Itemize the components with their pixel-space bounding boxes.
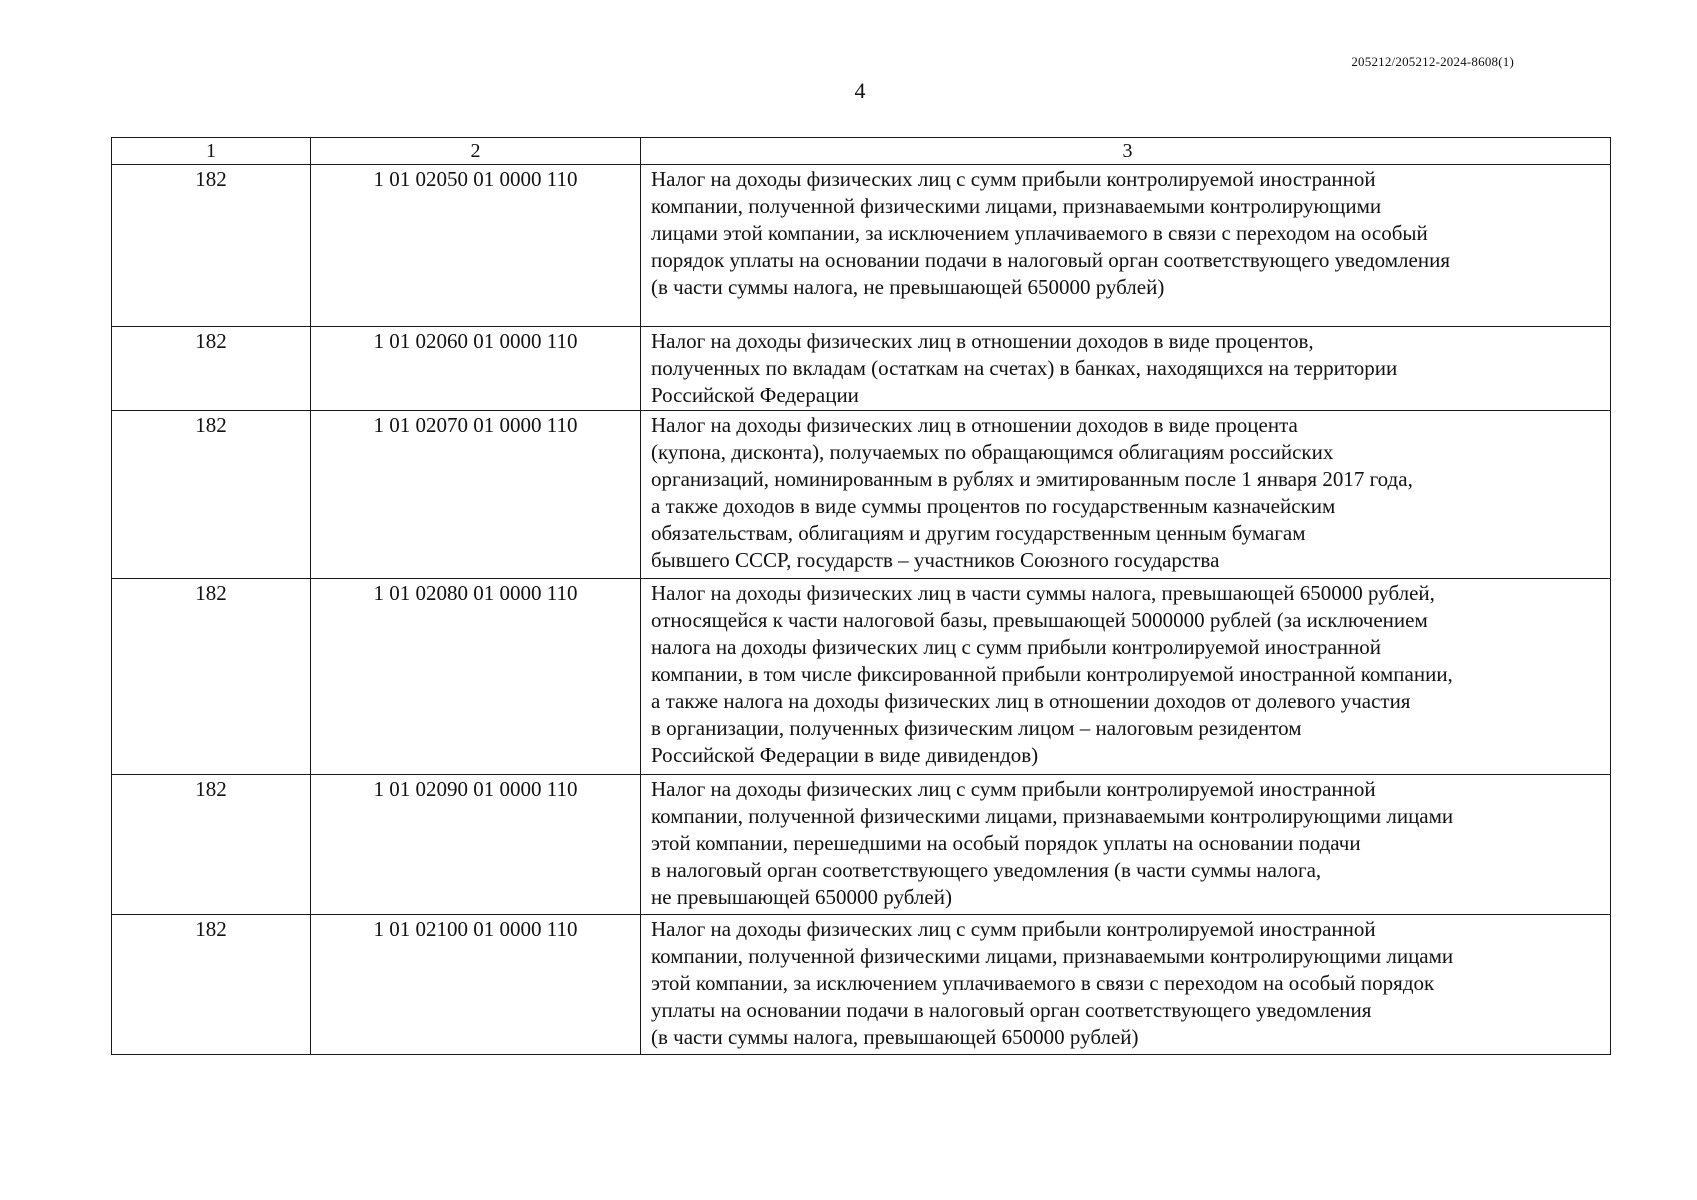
income-name-cell	[641, 915, 1611, 1055]
budget-classification-code: 1 01 02080 01 0000 110	[373, 581, 578, 605]
income-name-cell	[641, 579, 1611, 775]
header-cell-2: 2	[311, 138, 641, 165]
income-name-cell	[641, 775, 1611, 915]
admin-code: 182	[195, 413, 227, 437]
table-row	[112, 411, 1611, 579]
income-name: Налог на доходы физических лиц с сумм прибыли контролируемой иностранной компании, полученной физическими лицами, признаваемыми контролирующими лицами этой компании, за исключением уплачиваемого в связи с переходом на особый порядок уплаты на основании подачи в налоговый орган соответствующего уведомления (в части суммы налога, не превышающей 650000 рублей)	[651, 167, 1450, 299]
budget-classification-code: 1 01 02050 01 0000 110	[373, 167, 578, 191]
admin-code: 182	[195, 167, 227, 191]
table-header-row	[112, 138, 1611, 165]
budget-classification-code: 1 01 02060 01 0000 110	[373, 329, 578, 353]
table-row	[112, 775, 1611, 915]
admin-code: 182	[195, 777, 227, 801]
bcc-cell	[311, 775, 641, 915]
admin-code-cell	[112, 327, 311, 411]
table-row	[112, 579, 1611, 775]
admin-code-cell	[112, 165, 311, 327]
bcc-cell	[311, 411, 641, 579]
income-name: Налог на доходы физических лиц в части суммы налога, превышающей 650000 рублей, относящейся к части налоговой базы, превышающей 5000000 рублей (за исключением налога на доходы физических лиц с сумм прибыли контролируемой иностранной компании, в том числе фиксированной прибыли контролируемой иностранной компании, а также налога на доходы физических лиц в отношении доходов от долевого участия в организации, полученных физическим лицом – налоговым резидентом Российской Федерации в виде дивидендов)	[651, 581, 1453, 767]
table-row	[112, 915, 1611, 1055]
budget-classification-code: 1 01 02070 01 0000 110	[373, 413, 578, 437]
admin-code-cell	[112, 411, 311, 579]
admin-code-cell	[112, 579, 311, 775]
table-row	[112, 327, 1611, 411]
bcc-cell	[311, 165, 641, 327]
document-id: 205212/205212-2024-8608(1)	[1351, 54, 1514, 69]
admin-code-cell	[112, 915, 311, 1055]
bcc-cell	[311, 327, 641, 411]
income-name: Налог на доходы физических лиц в отношении доходов в виде процента (купона, дисконта), получаемых по обращающимся облигациям российских организаций, номинированным в рублях и эмитированным после 1 января 2017 года, а также доходов в виде суммы процентов по государственным казначейским обязательствам, облигациям и другим государственным ценным бумагам бывшего СССР, государств – участников Союзного государства	[651, 413, 1413, 572]
income-name-cell	[641, 327, 1611, 411]
income-name: Налог на доходы физических лиц с сумм прибыли контролируемой иностранной компании, полученной физическими лицами, признаваемыми контролирующими лицами этой компании, за исключением уплачиваемого в связи с переходом на особый порядок уплаты на основании подачи в налоговый орган соответствующего уведомления (в части суммы налога, превышающей 650000 рублей)	[651, 917, 1454, 1049]
table-row	[112, 165, 1611, 327]
admin-code: 182	[195, 329, 227, 353]
budget-classification-code: 1 01 02100 01 0000 110	[373, 917, 578, 941]
bcc-cell	[311, 915, 641, 1055]
header-cell-1: 1	[112, 138, 311, 165]
header-cell-3: 3	[641, 138, 1611, 165]
budget-classification-code: 1 01 02090 01 0000 110	[373, 777, 578, 801]
revenue-codes-table	[111, 137, 1611, 1055]
income-name-cell	[641, 165, 1611, 327]
income-name-cell	[641, 411, 1611, 579]
page-number: 4	[854, 78, 866, 103]
admin-code: 182	[195, 581, 227, 605]
admin-code: 182	[195, 917, 227, 941]
admin-code-cell	[112, 775, 311, 915]
income-name: Налог на доходы физических лиц в отношении доходов в виде процентов, полученных по вкладам (остаткам на счетах) в банках, находящихся на территории Российской Федерации	[651, 329, 1398, 407]
income-name: Налог на доходы физических лиц с сумм прибыли контролируемой иностранной компании, полученной физическими лицами, признаваемыми контролирующими лицами этой компании, перешедшими на особый порядок уплаты на основании подачи в налоговый орган соответствующего уведомления (в части суммы налога, не превышающей 650000 рублей)	[651, 777, 1454, 909]
bcc-cell	[311, 579, 641, 775]
